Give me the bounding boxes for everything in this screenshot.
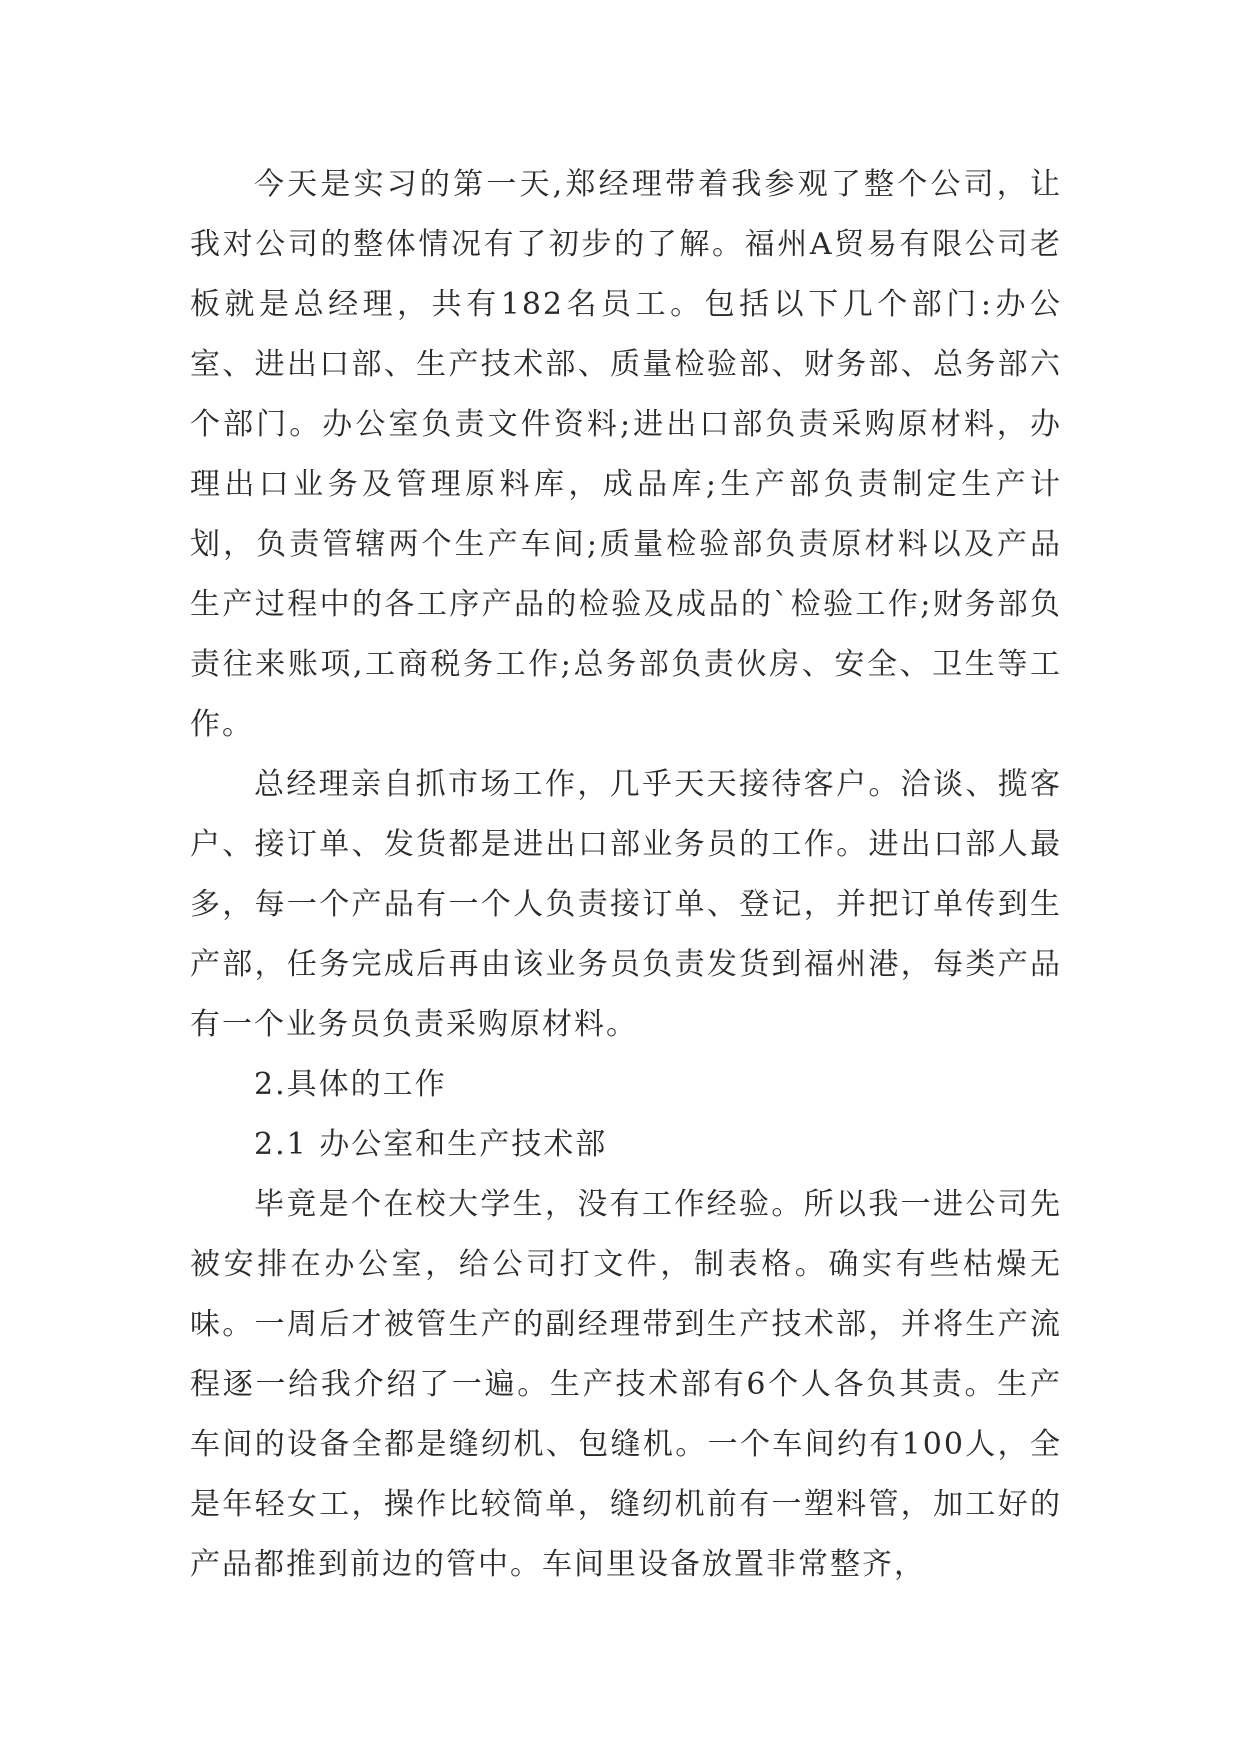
subsection-heading-office-production: 2.1 办公室和生产技术部 <box>254 1127 608 1162</box>
section-heading-specific-work: 2.具体的工作 <box>254 1067 447 1102</box>
paragraph-general-manager: 总经理亲自抓市场工作，几乎天天接待客户。洽谈、揽客户、接订单、发货都是进出口部业务员的工作。进出口部人最多，每一个产品有一个人负责接订单、登记，并把订单传到生产部，任务完成后再由该业务员负责发货到福州港，每类产品有一个业务员负责采购原材料。 <box>190 767 1062 1042</box>
paragraph-office-production: 毕竟是个在校大学生，没有工作经验。所以我一进公司先被安排在办公室，给公司打文件，制表格。确实有些枯燥无味。一周后才被管生产的副经理带到生产技术部，并将生产流程逐一给我介绍了一遍。生产技术部有6个人各负其责。生产车间的设备全都是缝纫机、包缝机。一个车间约有100人，全是年轻女工，操作比较简单，缝纫机前有一塑料管，加工好的产品都推到前边的管中。车间里设备放置非常整齐， <box>190 1187 1062 1582</box>
document-body <box>190 155 1062 1595</box>
paragraph-company-overview: 今天是实习的第一天,郑经理带着我参观了整个公司，让我对公司的整体情况有了初步的了解。福州A贸易有限公司老板就是总经理，共有182名员工。包括以下几个部门:办公室、进出口部、生产技术部、质量检验部、财务部、总务部六个部门。办公室负责文件资料;进出口部负责采购原材料，办理出口业务及管理原料库，成品库;生产部负责制定生产计划，负责管辖两个生产车间;质量检验部负责原材料以及产品生产过程中的各工序产品的检验及成品的`检验工作;财务部负责往来账项,工商税务工作;总务部负责伙房、安全、卫生等工作。 <box>190 167 1062 742</box>
